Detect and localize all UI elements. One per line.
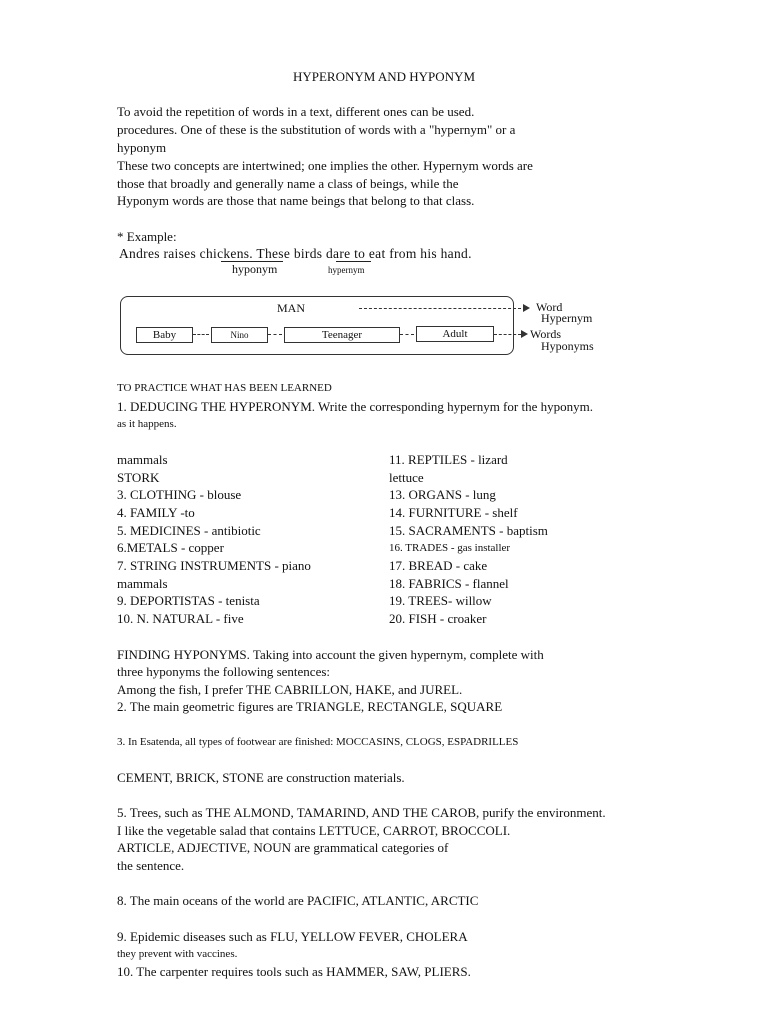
intro-line: To avoid the repetition of words in a text, different ones can be used. <box>117 104 475 119</box>
example-sentence: Andres raises chickens. These birds dare to eat from his hand. <box>119 246 472 261</box>
example-hypernym-label: hypernym <box>328 265 365 275</box>
exercise-item: 20. FISH - croaker <box>389 611 487 626</box>
exercise-item: 5. MEDICINES - antibiotic <box>117 523 261 538</box>
diagram-box-baby: Baby <box>136 327 193 343</box>
exercise-item: 17. BREAD - cake <box>389 558 488 573</box>
diagram-connector <box>268 334 282 335</box>
finding-line: 9. Epidemic diseases such as FLU, YELLOW FEVER, CHOLERA <box>117 929 468 944</box>
exercise-item: 11. REPTILES - lizard <box>389 452 508 467</box>
example-heading: * Example: <box>117 229 177 244</box>
intro-line: those that broadly and generally name a class of beings, while the <box>117 176 459 191</box>
finding-line: 3. In Esatenda, all types of footwear are finished: MOCCASINS, CLOGS, ESPADRILLES <box>117 736 519 748</box>
exercise-item: 4. FAMILY -to <box>117 505 195 520</box>
diagram-label-hypernym: Hypernym <box>541 311 593 325</box>
exercise-item: STORK <box>117 470 160 485</box>
arrow-icon <box>521 330 528 338</box>
exercise-item: 14. FURNITURE - shelf <box>389 505 518 520</box>
diagram-connector <box>359 308 521 309</box>
intro-line: procedures. One of these is the substitution of words with a "hypernym" or a <box>117 122 516 137</box>
hypernym-underline <box>336 261 371 262</box>
diagram-label-words: Words <box>530 327 562 341</box>
diagram-box-teenager: Teenager <box>284 327 400 343</box>
finding-line: ARTICLE, ADJECTIVE, NOUN are grammatical categories of <box>117 840 449 855</box>
exercise-item: 13. ORGANS - lung <box>389 487 496 502</box>
finding-line: I like the vegetable salad that contains LETTUCE, CARROT, BROCCOLI. <box>117 823 511 838</box>
page-title: HYPERONYM AND HYPONYM <box>292 69 476 84</box>
finding-line: they prevent with vaccines. <box>117 948 238 960</box>
exercise-item: 3. CLOTHING - blouse <box>117 487 242 502</box>
exercise-item: 18. FABRICS - flannel <box>389 576 509 591</box>
exercise-item: 19. TREES- willow <box>389 593 492 608</box>
exercise-item: mammals <box>117 452 168 467</box>
arrow-icon <box>523 304 530 312</box>
diagram-label-hyponyms: Hyponyms <box>541 339 594 353</box>
exercise-item: 16. TRADES - gas installer <box>389 542 511 554</box>
finding-line: 8. The main oceans of the world are PACIFIC, ATLANTIC, ARCTIC <box>117 893 479 908</box>
finding-line: 10. The carpenter requires tools such as HAMMER, SAW, PLIERS. <box>117 964 471 979</box>
exercise-1-note: as it happens. <box>117 418 177 430</box>
diagram-box-nino: Nino <box>211 327 268 343</box>
example-hyponym-label: hyponym <box>232 262 278 276</box>
diagram-box-adult: Adult <box>416 326 494 342</box>
finding-line: 5. Trees, such as THE ALMOND, TAMARIND, AND THE CAROB, purify the environment. <box>117 805 606 820</box>
practice-heading: TO PRACTICE WHAT HAS BEEN LEARNED <box>117 382 332 394</box>
finding-line: CEMENT, BRICK, STONE are construction materials. <box>117 770 405 785</box>
exercise-item: lettuce <box>389 470 424 485</box>
finding-line: Among the fish, I prefer THE CABRILLON, HAKE, and JUREL. <box>117 682 463 697</box>
diagram-hypernym-man: MAN <box>277 301 306 315</box>
exercise-item: 10. N. NATURAL - five <box>117 611 244 626</box>
finding-line: 2. The main geometric figures are TRIANGLE, RECTANGLE, SQUARE <box>117 699 503 714</box>
exercise-1-instruction: 1. DEDUCING THE HYPERONYM. Write the corresponding hypernym for the hyponym. <box>117 399 593 414</box>
finding-line: FINDING HYPONYMS. Taking into account the given hypernym, complete with <box>117 647 544 662</box>
diagram-connector <box>193 334 209 335</box>
exercise-item: mammals <box>117 576 168 591</box>
intro-line: hyponym <box>117 140 167 155</box>
diagram-label-word: Word <box>536 300 563 314</box>
finding-line: the sentence. <box>117 858 185 873</box>
exercise-item: 6.METALS - copper <box>117 540 224 555</box>
intro-line: These two concepts are intertwined; one implies the other. Hypernym words are <box>117 158 533 173</box>
exercise-item: 7. STRING INSTRUMENTS - piano <box>117 558 311 573</box>
diagram-connector <box>400 334 414 335</box>
exercise-item: 15. SACRAMENTS - baptism <box>389 523 548 538</box>
intro-line: Hyponym words are those that name beings that belong to that class. <box>117 193 475 208</box>
finding-line: three hyponyms the following sentences: <box>117 664 331 679</box>
exercise-item: 9. DEPORTISTAS - tenista <box>117 593 260 608</box>
diagram-connector <box>494 334 521 335</box>
